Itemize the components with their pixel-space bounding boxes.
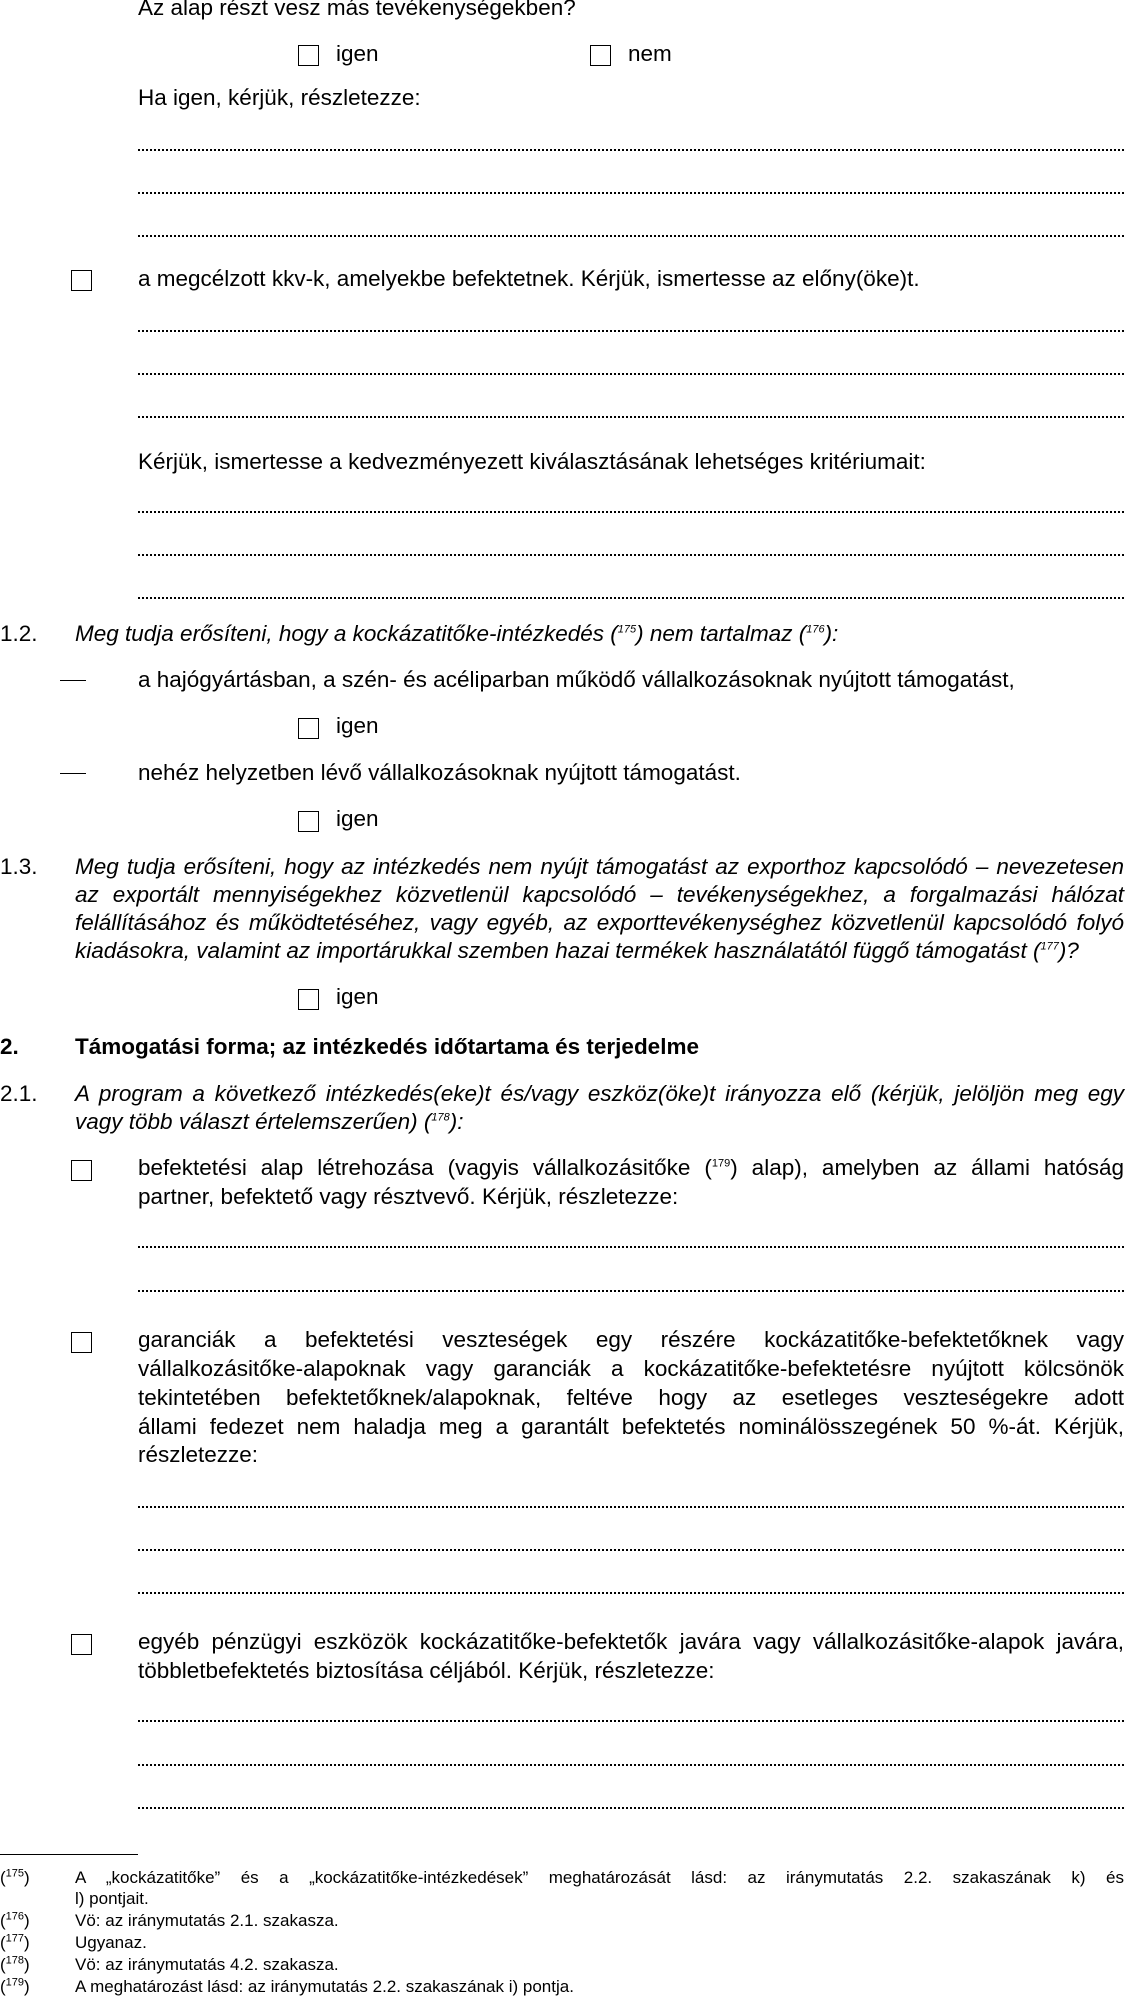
answer-line[interactable] [138,365,1124,375]
footnote-text: A „kockázatitőke” és a „kockázatitőke-intézkedések” meghatározását lásd: az iránymutatás 2.2. szakaszának k) és [75,1868,1124,1887]
option-guarantees-line: részletezze: [138,1442,259,1467]
answer-line[interactable] [138,589,1124,599]
section-2-1-line: A program a következő intézkedés(eke)t és/vagy eszköz(öke)t irányozza elő (kérjük, jelöljön meg egy [75,1081,1124,1106]
answer-line[interactable] [138,141,1124,151]
option-guarantees-line: garanciák a befektetési veszteségek egy részére kockázatitőke-befektetőknek vagy [138,1327,1124,1352]
list-dash [60,680,86,681]
answer-line[interactable] [138,1541,1124,1551]
section-number-2-1: 2.1. [0,1081,38,1106]
option-other-instruments-line: egyéb pénzügyi eszközök kockázatitőke-befektetők javára vagy vállalkozásitőke-alapok javára, [138,1629,1124,1654]
footnote-number: ($^{175}$) [0,1867,30,1887]
item-firms-in-difficulty: nehéz helyzetben lévő vállalkozásoknak nyújtott támogatást. [138,760,741,785]
footnote-text: Vö: az iránymutatás 4.2. szakasza. [75,1955,339,1974]
checkbox-other-financial-instruments[interactable] [71,1634,92,1655]
checkbox-no[interactable] [590,45,611,66]
item-shipbuilding-coal-steel: a hajógyártásban, a szén- és acéliparban működő vállalkozásoknak nyújtott támogatást, [138,667,1015,692]
option-guarantees-line: tekintetében befektetőknek/alapoknak, feltéve hogy az esetleges veszteségekre adott [138,1385,1124,1410]
answer-line[interactable] [138,546,1124,556]
footnote-number: ($^{176}$) [0,1910,30,1930]
checkbox-yes-label: igen [336,41,379,66]
footnote-text: A meghatározást lásd: az iránymutatás 2.2. szakaszának i) pontja. [75,1977,574,1996]
option-investment-fund-line: befektetési alap létrehozása (vagyis vállalkozásitőke ($^{179}$) alap), amelyben az állami hatóság [138,1155,1124,1180]
answer-line[interactable] [138,1712,1124,1722]
answer-line[interactable] [138,227,1124,237]
option-other-instruments-line: többletbefektetés biztosítása céljából. Kérjük, részletezze: [138,1658,715,1683]
option-investment-fund-line: partner, befektető vagy résztvevő. Kérjük, részletezze: [138,1184,679,1209]
footnote-ref-175[interactable]: 175 [617,623,637,636]
footnote-number: ($^{177}$) [0,1932,30,1952]
answer-line[interactable] [138,1238,1124,1248]
option-guarantees-line: vállalkozásitőke-alapoknak vagy garanciák a kockázatitőke-befektetésre nyújtott kölcsönök [138,1356,1124,1381]
detail-prompt: Ha igen, kérjük, részletezze: [138,85,421,110]
section-number-2: 2. [0,1034,19,1059]
section-number-1-3: 1.3. [0,854,38,879]
answer-line[interactable] [138,184,1124,194]
checkbox-label: igen [336,713,379,738]
footnote-text: Vö: az iránymutatás 2.1. szakasza. [75,1911,339,1930]
question-other-activities: Az alap részt vesz más tevékenységekben? [138,0,576,20]
section-1-2-question: Meg tudja erősíteni, hogy a kockázatitőke-intézkedés ($^{175}$) nem tartalmaz ($^{176}$): [75,621,839,646]
section-1-3-line: az exportált mennyiségekhez közvetlenül kapcsolódó – tevékenységekhez, a forgalmazási hálózat [75,882,1124,907]
answer-line[interactable] [138,1584,1124,1594]
checkbox-yes-shipbuilding[interactable] [298,718,319,739]
checkbox-yes-difficulty[interactable] [298,811,319,832]
answer-line[interactable] [138,322,1124,332]
section-2-title: Támogatási forma; az intézkedés időtartama és terjedelme [75,1034,699,1059]
section-1-3-line: Meg tudja erősíteni, hogy az intézkedés nem nyújt támogatást az exporthoz kapcsolódó – nevezetesen [75,854,1124,879]
footnote-ref-177[interactable]: 177 [1040,940,1059,953]
answer-line[interactable] [138,1282,1124,1292]
checkbox-yes-export[interactable] [298,989,319,1010]
footnote-ref-178[interactable]: 178 [431,1111,450,1124]
checkbox-label: igen [336,806,379,831]
section-2-1-line: vagy több választ értelemszerűen) ($^{178}$): [75,1109,464,1134]
checkbox-no-label: nem [628,41,672,66]
target-smes-text: a megcélzott kkv-k, amelyekbe befektetnek. Kérjük, ismertesse az előny(öke)t. [138,266,920,291]
footnote-number: ($^{179}$) [0,1976,30,1996]
answer-line[interactable] [138,1799,1124,1809]
footnote-number: ($^{178}$) [0,1954,30,1974]
answer-line[interactable] [138,503,1124,513]
criteria-prompt: Kérjük, ismertesse a kedvezményezett kiválasztásának lehetséges kritériumait: [138,449,926,474]
section-number-1-2: 1.2. [0,621,38,646]
checkbox-investment-fund[interactable] [71,1160,92,1181]
checkbox-label: igen [336,984,379,1009]
answer-line[interactable] [138,1756,1124,1766]
answer-line[interactable] [138,1498,1124,1508]
footnote-ref-179[interactable]: 179 [711,1157,731,1170]
checkbox-target-smes[interactable] [71,270,92,291]
checkbox-yes[interactable] [298,45,319,66]
footnote-ref-176[interactable]: 176 [806,623,825,636]
option-guarantees-line: állami fedezet nem haladja meg a garantált befektetés nominálösszegének 50 %-át. Kérjük, [138,1414,1124,1439]
footnote-text: l) pontjait. [75,1889,149,1908]
footnote-separator [0,1854,138,1855]
footnote-text: Ugyanaz. [75,1933,147,1952]
list-dash [60,773,86,774]
checkbox-guarantees[interactable] [71,1332,92,1353]
answer-line[interactable] [138,408,1124,418]
section-1-3-line: kiadásokra, valamint az importárukkal szemben hazai termékek használatától függő támogatást ($^{177}$)? [75,938,1079,963]
section-1-3-line: felállításához és működtetéséhez, vagy egyéb, az exporttevékenységhez közvetlenül kapcsolódó folyó [75,910,1124,935]
